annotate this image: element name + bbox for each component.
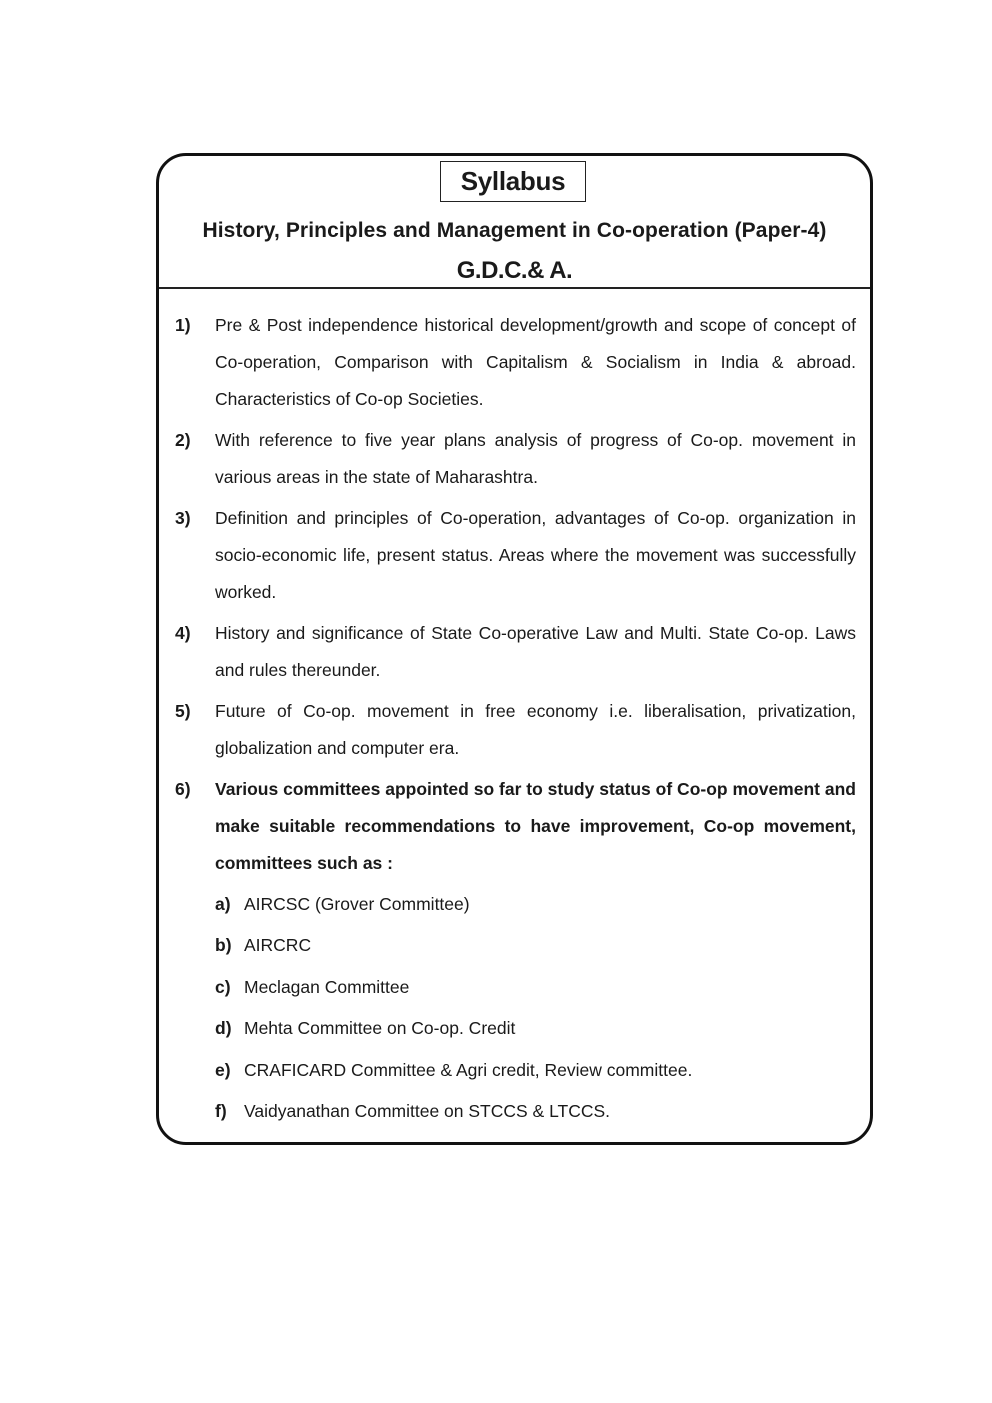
syllabus-item — [175, 422, 856, 496]
item-number: 6) — [175, 779, 191, 799]
committee-text: Meclagan Committee — [244, 977, 410, 997]
header-divider — [159, 287, 870, 289]
committee-label: a) — [215, 894, 231, 914]
syllabus-frame — [156, 153, 873, 1145]
committee-label: d) — [215, 1018, 232, 1038]
committee-label: b) — [215, 935, 232, 955]
item-number: 2) — [175, 430, 191, 450]
committee-text: Vaidyanathan Committee on STCCS & LTCCS. — [244, 1101, 611, 1121]
committee-item — [215, 892, 470, 916]
syllabus-item — [175, 693, 856, 767]
committee-item — [215, 1016, 515, 1040]
course-code: G.D.C.& A. — [456, 257, 573, 284]
syllabus-item — [175, 771, 856, 882]
item-number: 1) — [175, 315, 191, 335]
item-number: 3) — [175, 508, 191, 528]
committee-label: c) — [215, 977, 231, 997]
syllabus-item — [175, 500, 856, 611]
item-text: History and significance of State Co-operative Law and Multi. State Co-op. Laws and rules thereunder. — [215, 623, 856, 680]
item-text: Various committees appointed so far to study status of Co-op movement and make suitable recommendations to have improvement, Co-op movement, committees such as : — [215, 779, 856, 873]
syllabus-item — [175, 615, 856, 689]
committee-item — [215, 1058, 692, 1082]
item-number: 5) — [175, 701, 191, 721]
page-title: Syllabus — [440, 161, 586, 202]
committee-text: CRAFICARD Committee & Agri credit, Review committee. — [244, 1060, 693, 1080]
item-text: With reference to five year plans analysis of progress of Co-op. movement in various areas in the state of Maharashtra. — [215, 430, 856, 487]
committee-label: f) — [215, 1101, 227, 1121]
committee-item — [215, 1099, 610, 1123]
item-text: Pre & Post independence historical development/growth and scope of concept of Co-operation, Comparison with Capitalism & Socialism in India & abroad. Characteristics of Co-op Societies. — [215, 315, 856, 409]
committee-text: AIRCRC — [244, 935, 312, 955]
item-number: 4) — [175, 623, 191, 643]
syllabus-item — [175, 307, 856, 418]
paper-subtitle: History, Principles and Management in Co-operation (Paper-4) — [202, 219, 827, 242]
committee-label: e) — [215, 1060, 231, 1080]
item-text: Future of Co-op. movement in free economy i.e. liberalisation, privatization, globalization and computer era. — [215, 701, 856, 758]
committee-item — [215, 933, 311, 957]
item-text: Definition and principles of Co-operation, advantages of Co-op. organization in socio-economic life, present status. Areas where the movement was successfully worked. — [215, 508, 856, 602]
committee-text: Mehta Committee on Co-op. Credit — [244, 1018, 516, 1038]
committee-text: AIRCSC (Grover Committee) — [244, 894, 470, 914]
committee-item — [215, 975, 409, 999]
